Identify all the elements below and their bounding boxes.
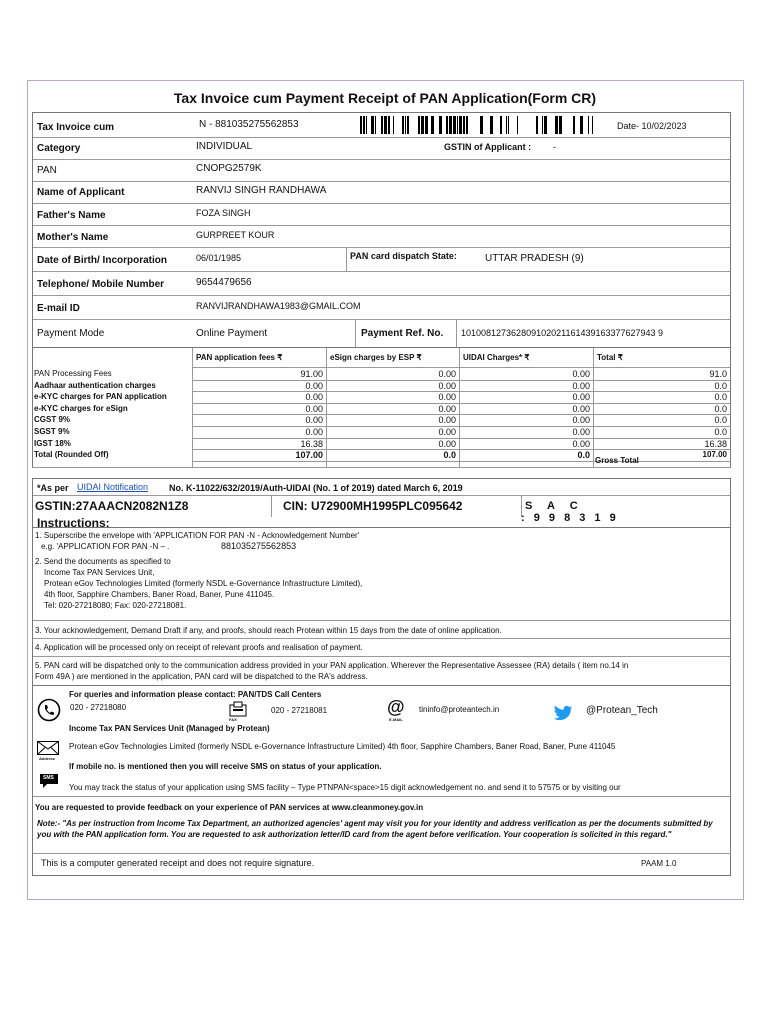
gstin-applicant-value: -	[553, 142, 556, 152]
fee-cell: 0.00	[305, 427, 323, 437]
barcode-bar	[517, 116, 518, 134]
instructions-heading: Instructions:	[37, 516, 110, 530]
barcode-bar	[580, 116, 583, 134]
row-dob	[33, 247, 730, 272]
barcode-bar	[555, 116, 558, 134]
row-mother	[33, 225, 730, 248]
computer-generated-note: This is a computer generated receipt and does not require signature.	[41, 858, 315, 868]
notice-text: No. K-11022/632/2019/Auth-UIDAI (No. 1 of 2019) dated March 6, 2019	[169, 483, 463, 493]
email-icon: @	[387, 697, 405, 717]
barcode-bar	[439, 116, 442, 134]
barcode-bar	[375, 116, 376, 134]
fee-cell: 0.00	[572, 403, 590, 414]
address-caption: Address	[39, 756, 56, 761]
fee-cell: 91.00	[300, 369, 323, 379]
barcode-bar	[381, 116, 383, 134]
sms-status-note: If mobile no. is mentioned then you will receive SMS on status of your application.	[69, 762, 382, 771]
invoice-date: Date- 10/02/2023	[617, 121, 687, 131]
feedback-note: You are requested to provide feedback on your experience of PAN services at www.cleanmoney.gov.in	[35, 803, 424, 812]
notice-box	[32, 478, 731, 528]
divider	[192, 461, 730, 462]
dob-label: Date of Birth/ Incorporation	[37, 255, 167, 266]
name-value: RANVIJ SINGH RANDHAWA	[196, 185, 327, 196]
instruction-4: 4. Application will be processed only on receipt of relevant proofs and realisation of payment.	[35, 643, 363, 652]
company-gstin: GSTIN:27AAACN2082N1Z8	[35, 499, 189, 513]
instruction-1-example: e.g. 'APPLICATION FOR PAN -N – .	[41, 542, 170, 551]
row-pan	[33, 159, 730, 182]
twitter-handle[interactable]: @Protean_Tech	[586, 705, 658, 716]
row-invoice	[33, 113, 730, 138]
barcode-bar	[592, 116, 593, 134]
row-name	[33, 181, 730, 204]
address-line: Income Tax PAN Services Unit,	[44, 568, 155, 577]
barcode-bar	[573, 116, 575, 134]
father-value: FOZA SINGH	[196, 208, 251, 218]
paam-version: PAAM 1.0	[641, 859, 677, 868]
fee-row-label: SGST 9%	[34, 427, 70, 436]
email-caption: E-MAIL	[389, 717, 403, 722]
pan-unit: Income Tax PAN Services Unit (Managed by Protean)	[69, 724, 270, 733]
barcode-bar	[544, 116, 547, 134]
fee-row-label: Total (Rounded Off)	[34, 450, 109, 460]
email-label: E-mail ID	[37, 303, 80, 314]
fee-cell: 91.0	[709, 369, 727, 379]
fee-row-label: PAN Processing Fees	[34, 369, 112, 378]
fee-cell: 0.00	[438, 392, 456, 403]
instruction-1-ack: 881035275562853	[221, 541, 297, 551]
support-email[interactable]: tininfo@proteantech.in	[419, 705, 500, 714]
fee-cell: 0.00	[438, 415, 456, 426]
barcode-bar	[459, 116, 462, 134]
mother-value: GURPREET KOUR	[196, 230, 275, 240]
divider	[192, 367, 730, 368]
sms-caption: SMS	[43, 775, 54, 781]
fee-row-label: e-KYC charges for eSign	[34, 403, 128, 413]
barcode-bar	[480, 116, 483, 134]
divider	[730, 348, 731, 468]
fee-cell: 16.38	[704, 438, 727, 449]
row-phone	[33, 271, 730, 296]
invoice-number: N - 881035275562853	[199, 119, 299, 130]
fee-cell: 0.00	[572, 415, 590, 426]
sac-code: : 9 9 8 3 1 9	[521, 512, 619, 524]
payment-mode-value: Online Payment	[196, 328, 268, 339]
barcode-bar	[500, 116, 502, 134]
row-email	[33, 295, 730, 320]
barcode-bar	[453, 116, 456, 134]
father-label: Father's Name	[37, 210, 106, 221]
barcode-bar	[542, 116, 543, 134]
fee-cell: 0.0	[714, 392, 727, 403]
payment-mode-label: Payment Mode	[37, 328, 105, 339]
fee-row-label: IGST 18%	[34, 438, 71, 448]
divider	[346, 247, 347, 271]
queries-heading: For queries and information please contact: PAN/TDS Call Centers	[69, 690, 322, 699]
page-title: Tax Invoice cum Payment Receipt of PAN Application(Form CR)	[173, 90, 597, 106]
row-category	[33, 137, 730, 160]
fee-cell: 107.00	[295, 450, 323, 461]
company-cin: CIN: U72900MH1995PLC095642	[283, 499, 463, 513]
notice-as-per: *As per	[37, 483, 69, 493]
barcode-bar	[559, 116, 562, 134]
verification-note: Note:- "As per instruction from Income Tax Department, an authorized agencies' agent may visit you for your identity and address verification as per the documents submitted by you with the PAN application form. You are requested to ask authorization letter/ID card from the agent before verification. Your cooperation is solicited in this regard."	[37, 819, 713, 839]
fee-cell: 0.00	[438, 438, 456, 449]
barcode-bar	[366, 116, 367, 134]
tax-invoice-label: Tax Invoice cum	[37, 122, 115, 133]
fax-icon	[229, 701, 247, 717]
dispatch-state-label: PAN card dispatch State:	[350, 251, 457, 261]
instruction-5: 5. PAN card will be dispatched only to the communication address provided in your PAN application. Wherever the Representative Assessee (RA) details ( item no.14 in	[35, 661, 629, 670]
divider	[32, 467, 731, 468]
barcode-bar	[371, 116, 374, 134]
divider	[271, 495, 272, 517]
barcode-bar	[405, 116, 406, 134]
barcode-bar	[446, 116, 448, 134]
contact-box	[32, 686, 731, 876]
dispatch-state-value: UTTAR PRADESH (9)	[485, 253, 584, 264]
fees-header: eSign charges by ESP ₹	[330, 353, 422, 362]
fee-cell: 0.00	[305, 415, 323, 426]
pan-value: CNOPG2579K	[196, 163, 262, 174]
barcode-bar	[466, 116, 468, 134]
fee-cell: 0.00	[572, 438, 590, 449]
fee-cell: 16.38	[300, 438, 323, 449]
barcode	[358, 115, 598, 135]
category-label: Category	[37, 143, 81, 154]
barcode-bar	[384, 116, 387, 134]
phone-icon	[37, 698, 61, 722]
fee-cell: 0.0	[714, 403, 727, 414]
fees-table	[32, 348, 731, 468]
track-status: You may track the status of your application using SMS facility – Type PTNPAN<space>15 digit acknowledgement no. and send it to 57575 or by visiting our	[69, 783, 621, 792]
barcode-bar	[407, 116, 409, 134]
barcode-bar	[388, 116, 390, 134]
call-center-fax: 020 - 27218081	[271, 706, 328, 715]
row-payment	[33, 319, 730, 347]
payment-ref-value: 101008127362809102021161439163377627943 9	[461, 328, 664, 338]
barcode-bar	[421, 116, 424, 134]
divider	[33, 495, 730, 496]
barcode-bar	[588, 116, 589, 134]
fee-cell: 0.00	[438, 369, 456, 379]
sac-label: S A C	[525, 500, 581, 512]
call-center-phone: 020 - 27218080	[70, 703, 127, 712]
gstin-applicant-label: GSTIN of Applicant :	[444, 142, 532, 152]
barcode-bar	[393, 116, 394, 134]
fee-row-label: CGST 9%	[34, 415, 71, 425]
gross-total-label: Gross Total	[595, 456, 639, 465]
barcode-bar	[490, 116, 493, 134]
divider	[33, 620, 730, 621]
fee-row-label: Aadhaar authentication charges	[34, 380, 156, 390]
fee-cell: 0.00	[305, 392, 323, 403]
instruction-3: 3. Your acknowledgement, Demand Draft if any, and proofs, should reach Protean within 15 days from the date of online application.	[35, 626, 502, 635]
divider	[33, 638, 730, 639]
barcode-bar	[449, 116, 452, 134]
name-label: Name of Applicant	[37, 187, 125, 198]
divider	[33, 796, 730, 797]
email-value: RANVIJRANDHAWA1983@GMAIL.COM	[196, 301, 361, 311]
fee-cell: 0.0	[577, 450, 590, 461]
barcode-bar	[360, 116, 362, 134]
barcode-bar	[363, 116, 365, 134]
instruction-1: 1. Superscribe the envelope with 'APPLICATION FOR PAN -N - Acknowledgement Number'	[35, 531, 360, 540]
dob-value: 06/01/1985	[196, 253, 242, 263]
fees-header: PAN application fees ₹	[196, 353, 283, 362]
fee-cell: 0.00	[572, 369, 590, 379]
twitter-icon	[553, 705, 573, 721]
fee-cell: 0.00	[438, 403, 456, 414]
envelope-icon	[37, 741, 59, 755]
mother-label: Mother's Name	[37, 232, 109, 243]
uidai-notification-link[interactable]: UIDAI Notification	[77, 482, 149, 492]
fax-caption: FAX	[229, 717, 237, 722]
address-line: Tel: 020-27218080; Fax: 020-27218081.	[44, 601, 187, 610]
barcode-bar	[457, 116, 458, 134]
fee-cell: 0.00	[438, 427, 456, 437]
fee-cell: 0.00	[572, 427, 590, 437]
instruction-5-cont: Form 49A ) are mentioned in the application, PAN card will be dispatched to the RA's address.	[35, 672, 368, 681]
fee-cell: 0.00	[438, 380, 456, 391]
instructions-box	[32, 528, 731, 686]
unit-address: Protean eGov Technologies Limited (formerly NSDL e-Governance Infrastructure Limited) 4th floor, Sapphire Chambers, Baner Road, Baner, Pune 411045	[69, 742, 616, 751]
pan-label: PAN	[37, 165, 57, 176]
fee-cell: 0.00	[572, 380, 590, 391]
divider	[32, 348, 33, 468]
fee-cell: 107.00	[702, 450, 727, 460]
barcode-bar	[463, 116, 465, 134]
barcode-bar	[418, 116, 420, 134]
barcode-bar	[506, 116, 507, 134]
fees-header: Total ₹	[597, 353, 623, 362]
barcode-bar	[402, 116, 404, 134]
fee-cell: 0.0	[714, 427, 727, 437]
divider	[33, 656, 730, 657]
fee-cell: 0.0	[714, 415, 727, 426]
fee-cell: 0.00	[305, 380, 323, 391]
fee-row-label: e-KYC charges for PAN application	[34, 392, 167, 402]
fee-cell: 0.0	[714, 380, 727, 391]
divider	[355, 319, 356, 347]
instruction-2: 2. Send the documents as specified to	[35, 557, 171, 566]
barcode-bar	[425, 116, 428, 134]
address-line: 4th floor, Sapphire Chambers, Baner Road, Baner, Pune 411045.	[44, 590, 275, 599]
address-line: Protean eGov Technologies Limited (formerly NSDL e-Governance Infrastructure Limited),	[44, 579, 363, 588]
phone-value: 9654479656	[196, 277, 252, 288]
divider	[456, 319, 457, 347]
payment-ref-label: Payment Ref. No.	[361, 328, 444, 339]
barcode-bar	[536, 116, 538, 134]
applicant-details-table	[32, 112, 731, 348]
divider	[33, 853, 730, 854]
fee-cell: 0.00	[572, 392, 590, 403]
barcode-bar	[508, 116, 509, 134]
barcode-bar	[431, 116, 434, 134]
fees-header: UIDAI Charges* ₹	[463, 353, 530, 362]
row-father	[33, 203, 730, 226]
fee-cell: 0.00	[305, 403, 323, 414]
phone-label: Telephone/ Mobile Number	[37, 279, 165, 290]
category-value: INDIVIDUAL	[196, 141, 253, 152]
fee-cell: 0.0	[443, 450, 456, 461]
